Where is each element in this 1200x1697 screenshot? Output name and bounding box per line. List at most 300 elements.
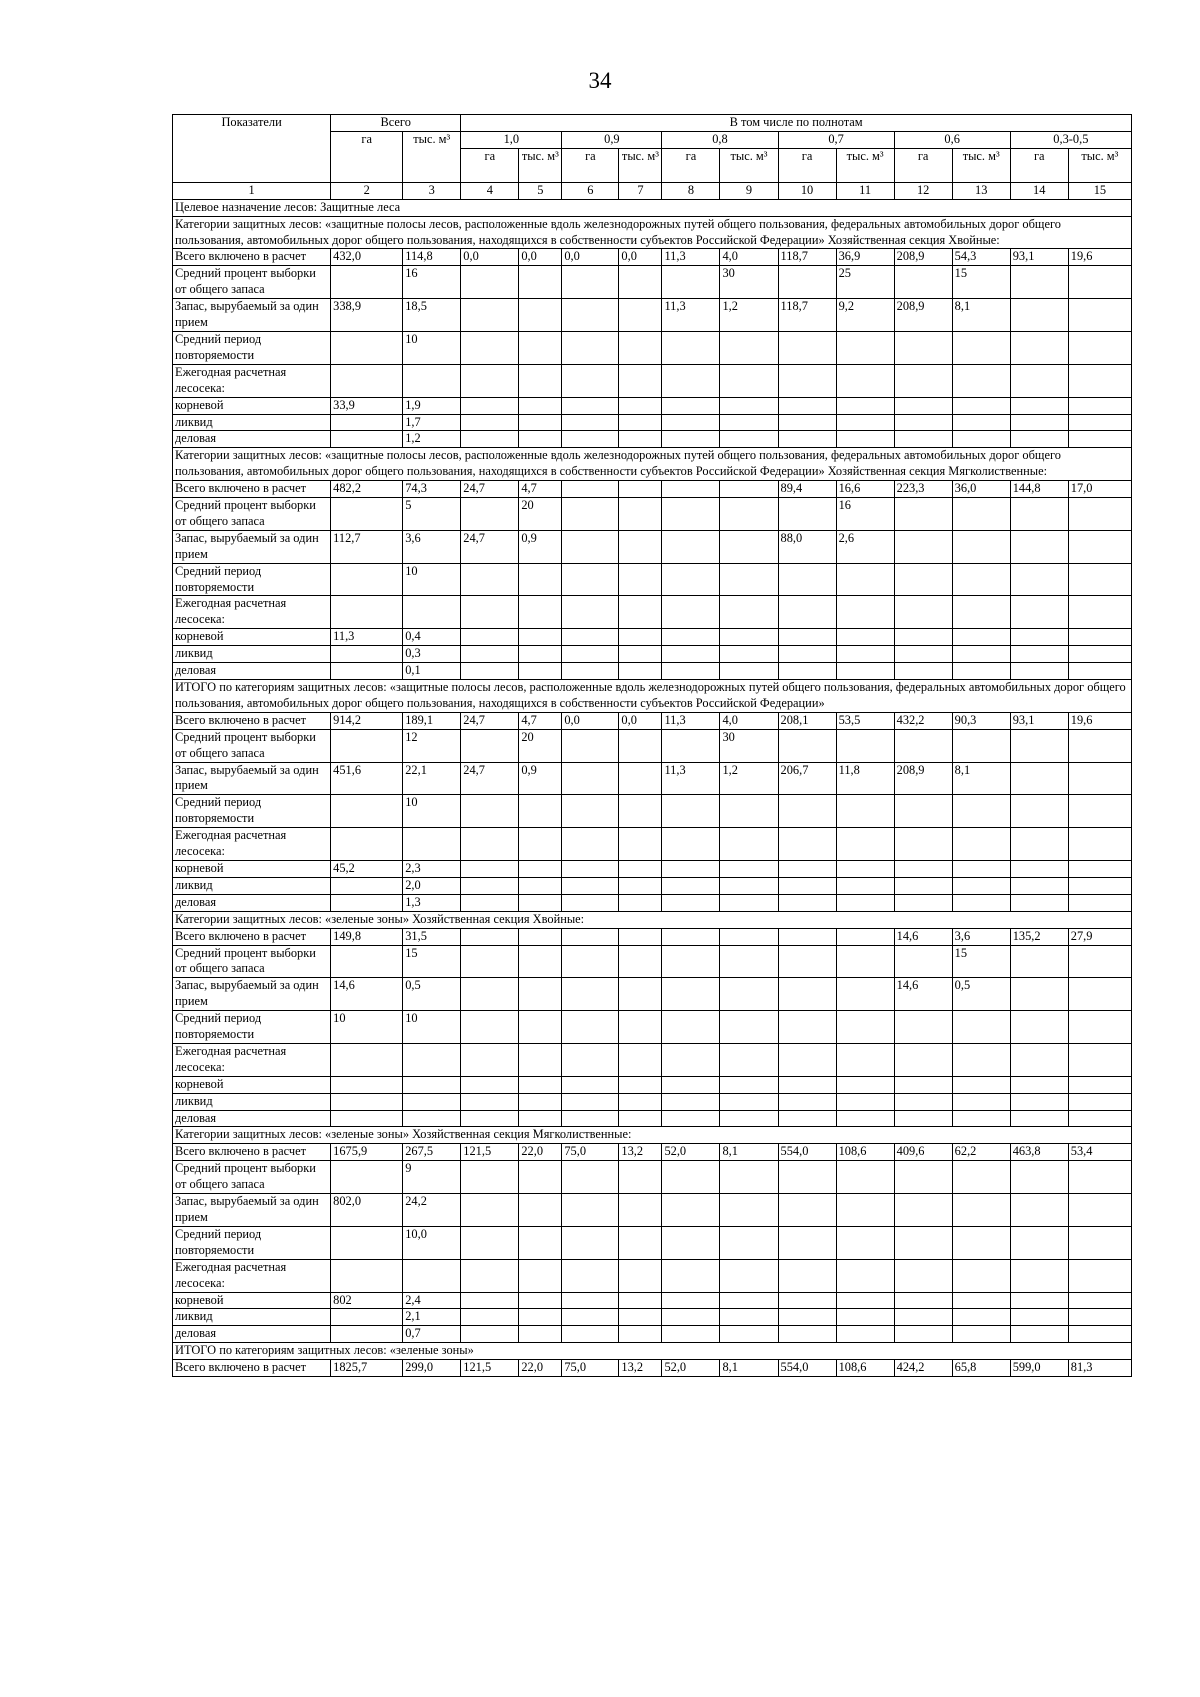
table-cell [619,331,662,364]
table-cell [519,1259,562,1292]
header-volume: тыс. м³ [619,148,662,182]
row-label: Запас, вырубаемый за один прием [173,762,331,795]
table-cell: 33,9 [331,397,403,414]
table-cell [1068,1011,1131,1044]
table-cell: 114,8 [403,249,461,266]
table-cell [662,646,720,663]
header-total: Всего [331,115,461,132]
table-cell [836,1292,894,1309]
table-cell [562,646,619,663]
table-cell [519,397,562,414]
table-cell: 1825,7 [331,1360,403,1377]
table-cell [519,1093,562,1110]
table-cell [778,1110,836,1127]
table-cell [662,397,720,414]
table-cell [461,978,519,1011]
table-cell [562,762,619,795]
table-row [173,1144,1132,1161]
table-cell: 16 [403,266,461,299]
table-cell [1010,663,1068,680]
table-row [173,596,1132,629]
table-cell [720,1326,778,1343]
table-cell [331,596,403,629]
table-cell [952,1326,1010,1343]
table-cell [403,1093,461,1110]
table-cell: 62,2 [952,1144,1010,1161]
table-cell [562,1194,619,1227]
table-cell [894,1194,952,1227]
table-row [173,481,1132,498]
table-cell [562,431,619,448]
table-cell [1068,795,1131,828]
table-cell [662,1309,720,1326]
table-cell [1068,978,1131,1011]
table-cell [519,1326,562,1343]
table-cell [619,530,662,563]
table-cell: 15 [952,945,1010,978]
table-cell [894,498,952,531]
table-cell [562,795,619,828]
table-cell [461,877,519,894]
table-cell [331,828,403,861]
row-label: Запас, вырубаемый за один прием [173,1194,331,1227]
table-cell [519,414,562,431]
table-cell: 24,7 [461,530,519,563]
table-cell [403,1110,461,1127]
table-cell [836,1326,894,1343]
table-cell [403,828,461,861]
table-cell: 90,3 [952,712,1010,729]
table-cell [562,397,619,414]
table-cell: 13,2 [619,1360,662,1377]
column-number: 3 [403,182,461,199]
table-cell [562,860,619,877]
table-cell [619,1326,662,1343]
table-cell: 20 [519,729,562,762]
table-cell: 14,6 [894,928,952,945]
table-cell [894,1292,952,1309]
table-cell: 1675,9 [331,1144,403,1161]
table-cell [778,1093,836,1110]
table-row [173,795,1132,828]
table-row [173,299,1132,332]
table-cell [619,928,662,945]
table-cell [331,1093,403,1110]
table-cell [461,414,519,431]
table-cell: 2,4 [403,1292,461,1309]
table-cell [519,1076,562,1093]
table-cell [519,331,562,364]
table-cell [562,299,619,332]
table-cell [894,1093,952,1110]
section-heading: Категории защитных лесов: «защитные полосы лесов, расположенные вдоль железнодорожных путей общего пользования, федеральных автомобильных дорог общего пользования, автомобильных дорог общего пользования, находящихся в собственности субъектов Российской Федерации» Хозяйственная секция Мягколиственные: [173,448,1132,481]
table-cell: 81,3 [1068,1360,1131,1377]
table-cell [720,945,778,978]
table-cell: 482,2 [331,481,403,498]
table-cell: 30 [720,266,778,299]
table-cell [331,877,403,894]
table-row [173,1259,1132,1292]
table-cell [461,498,519,531]
table-cell [720,1076,778,1093]
table-cell [1068,431,1131,448]
column-number: 2 [331,182,403,199]
table-cell [1010,795,1068,828]
table-cell [331,1259,403,1292]
table-cell: 9 [403,1161,461,1194]
table-cell [403,364,461,397]
column-number: 9 [720,182,778,199]
table-cell [1068,498,1131,531]
table-cell [720,1226,778,1259]
table-cell [461,1226,519,1259]
table-row [173,266,1132,299]
table-cell: 2,0 [403,877,461,894]
table-cell [720,1011,778,1044]
row-label: Запас, вырубаемый за один прием [173,530,331,563]
column-number: 11 [836,182,894,199]
header-ha: га [1010,148,1068,182]
table-cell: 30 [720,729,778,762]
table-cell: 11,3 [331,629,403,646]
table-cell [720,629,778,646]
table-cell [619,414,662,431]
table-cell [720,498,778,531]
table-cell [1010,397,1068,414]
table-row [173,1226,1132,1259]
table-row [173,397,1132,414]
table-cell: 18,5 [403,299,461,332]
table-cell [720,1194,778,1227]
table-cell [461,1043,519,1076]
table-row [173,894,1132,911]
row-label: корневой [173,397,331,414]
table-cell [778,431,836,448]
section-row [173,216,1132,249]
row-label: ликвид [173,1093,331,1110]
table-cell [1068,828,1131,861]
table-cell [952,629,1010,646]
table-cell [461,729,519,762]
table-cell [778,1011,836,1044]
table-cell [952,1011,1010,1044]
table-cell [461,331,519,364]
table-cell [331,1161,403,1194]
table-cell: 10 [403,795,461,828]
table-cell: 22,0 [519,1144,562,1161]
table-cell [562,414,619,431]
table-cell [1010,498,1068,531]
table-cell: 11,3 [662,249,720,266]
table-cell: 3,6 [952,928,1010,945]
table-cell [720,331,778,364]
table-cell [778,1292,836,1309]
table-cell [519,1161,562,1194]
table-cell [952,663,1010,680]
table-cell [461,1259,519,1292]
table-cell [1010,563,1068,596]
table-cell [662,1259,720,1292]
table-cell [778,331,836,364]
table-cell: 8,1 [720,1360,778,1377]
table-cell: 554,0 [778,1144,836,1161]
table-cell: 802 [331,1292,403,1309]
table-cell [619,945,662,978]
table-cell: 2,1 [403,1309,461,1326]
table-cell [662,629,720,646]
table-cell: 4,0 [720,249,778,266]
table-cell [1010,894,1068,911]
table-cell [461,1292,519,1309]
table-cell [461,1326,519,1343]
table-row [173,414,1132,431]
table-cell [952,1093,1010,1110]
table-cell [662,1011,720,1044]
table-cell [836,431,894,448]
table-cell [331,646,403,663]
table-row [173,945,1132,978]
table-cell [519,928,562,945]
table-cell: 16 [836,498,894,531]
table-cell: 208,9 [894,762,952,795]
table-cell [662,364,720,397]
section-heading: Категории защитных лесов: «зеленые зоны» Хозяйственная секция Мягколиственные: [173,1127,1132,1144]
column-number: 6 [562,182,619,199]
table-cell [562,364,619,397]
table-cell [519,364,562,397]
table-cell [1010,945,1068,978]
table-cell [894,795,952,828]
header-volume: тыс. м³ [836,148,894,182]
table-cell [1010,1011,1068,1044]
table-cell [1068,1110,1131,1127]
table-cell: 0,5 [952,978,1010,1011]
table-cell [836,663,894,680]
table-cell: 0,0 [619,249,662,266]
table-cell [1068,646,1131,663]
table-cell [836,1194,894,1227]
table-cell [662,978,720,1011]
table-cell: 8,1 [720,1144,778,1161]
table-row [173,729,1132,762]
table-cell [562,481,619,498]
table-cell [461,364,519,397]
table-cell [894,877,952,894]
table-cell [619,877,662,894]
table-cell [720,1259,778,1292]
table-cell: 121,5 [461,1360,519,1377]
section-row [173,1343,1132,1360]
header-ha: га [662,148,720,182]
table-cell: 11,3 [662,712,720,729]
table-cell: 11,3 [662,762,720,795]
table-row [173,928,1132,945]
table-cell [836,397,894,414]
table-cell [562,1259,619,1292]
table-cell [1068,1326,1131,1343]
page-number: 34 [588,68,612,93]
table-row [173,1326,1132,1343]
table-cell [662,596,720,629]
table-cell [1010,729,1068,762]
table-cell [461,663,519,680]
table-cell [952,331,1010,364]
table-cell [1068,1309,1131,1326]
table-cell [1068,945,1131,978]
table-cell [1010,266,1068,299]
table-cell [662,1161,720,1194]
table-cell: 89,4 [778,481,836,498]
table-cell [720,397,778,414]
table-cell [778,877,836,894]
table-cell [619,1259,662,1292]
table-cell [836,1043,894,1076]
table-cell [619,1011,662,1044]
table-cell [619,860,662,877]
table-cell [720,1309,778,1326]
table-cell [952,1161,1010,1194]
column-number: 12 [894,182,952,199]
section-heading: Целевое назначение лесов: Защитные леса [173,199,1132,216]
table-cell [952,877,1010,894]
table-cell [778,1161,836,1194]
table-cell [952,1110,1010,1127]
table-cell [1010,414,1068,431]
table-cell [562,596,619,629]
table-cell: 424,2 [894,1360,952,1377]
row-label: корневой [173,629,331,646]
table-row [173,331,1132,364]
table-cell [1010,1110,1068,1127]
table-cell [952,1292,1010,1309]
table-cell [952,646,1010,663]
table-cell [461,397,519,414]
row-label: Средний процент выборки от общего запаса [173,498,331,531]
table-cell: 338,9 [331,299,403,332]
table-cell [836,945,894,978]
table-cell: 1,2 [403,431,461,448]
table-row [173,877,1132,894]
table-cell [461,1194,519,1227]
table-cell [720,978,778,1011]
table-cell: 599,0 [1010,1360,1068,1377]
table-cell: 53,5 [836,712,894,729]
table-cell: 1,2 [720,762,778,795]
table-row [173,762,1132,795]
table-cell: 24,7 [461,712,519,729]
table-cell [836,563,894,596]
table-cell [562,563,619,596]
table-cell [519,629,562,646]
table-cell [662,431,720,448]
table-cell [778,646,836,663]
header-indicators: Показатели [173,115,331,183]
table-cell: 65,8 [952,1360,1010,1377]
table-cell [1010,1043,1068,1076]
table-cell [461,795,519,828]
harvest-table [172,114,1132,1377]
table-cell [519,596,562,629]
table-cell [403,1043,461,1076]
table-row [173,364,1132,397]
table-cell [562,498,619,531]
table-cell: 2,6 [836,530,894,563]
table-cell [836,331,894,364]
table-header [173,115,1132,200]
table-cell [836,860,894,877]
header-density: 0,8 [662,131,778,148]
table-cell [519,1043,562,1076]
table-cell [720,596,778,629]
table-cell [1068,266,1131,299]
table-cell [662,563,720,596]
table-cell: 1,3 [403,894,461,911]
table-cell [519,860,562,877]
table-cell: 52,0 [662,1144,720,1161]
table-cell [331,663,403,680]
table-cell: 22,0 [519,1360,562,1377]
table-cell: 10 [331,1011,403,1044]
table-row [173,1110,1132,1127]
table-cell [952,431,1010,448]
table-cell [562,1110,619,1127]
row-label: Ежегодная расчетная лесосека: [173,828,331,861]
table-cell: 4,7 [519,712,562,729]
table-cell: 52,0 [662,1360,720,1377]
table-cell [778,1226,836,1259]
table-cell [1068,762,1131,795]
table-cell: 14,6 [331,978,403,1011]
table-cell: 189,1 [403,712,461,729]
table-cell: 0,0 [461,249,519,266]
table-cell [952,364,1010,397]
table-cell: 3,6 [403,530,461,563]
table-cell [662,331,720,364]
table-cell [1010,762,1068,795]
table-cell [662,1226,720,1259]
table-cell [778,860,836,877]
table-cell [1010,629,1068,646]
table-cell: 432,0 [331,249,403,266]
table-cell [619,1194,662,1227]
table-cell [720,860,778,877]
table-cell [836,1093,894,1110]
row-label: Средний период повторяемости [173,331,331,364]
table-row [173,1309,1132,1326]
row-label: деловая [173,431,331,448]
table-cell [461,1161,519,1194]
table-cell [461,299,519,332]
table-cell [662,1292,720,1309]
row-label: Ежегодная расчетная лесосека: [173,1043,331,1076]
table-cell [1010,431,1068,448]
table-cell [619,646,662,663]
table-cell [1068,299,1131,332]
table-cell [519,299,562,332]
table-cell [952,1309,1010,1326]
column-number: 8 [662,182,720,199]
table-cell [720,1161,778,1194]
header-total-ha: га [331,131,403,182]
table-cell: 149,8 [331,928,403,945]
table-cell [894,1043,952,1076]
table-cell [778,629,836,646]
table-cell [619,1043,662,1076]
table-cell [562,1093,619,1110]
table-cell [461,945,519,978]
table-cell [662,795,720,828]
table-cell [662,1326,720,1343]
